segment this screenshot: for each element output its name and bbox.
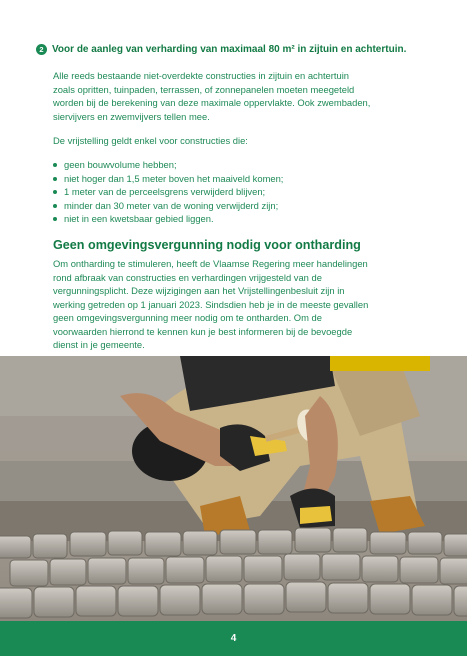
paragraph-line: worden bij de berekening van deze maximale oppervlakte. Ook zwembaden, (53, 97, 371, 108)
paragraph-line: rond afbraak van constructies en verhardingen vrijgesteld van de (53, 271, 322, 283)
list-item (53, 212, 433, 226)
worker-laying-cobblestones-photo (0, 356, 467, 621)
page-number: 4 (230, 633, 237, 644)
bullet-icon (53, 177, 57, 181)
conditions-list (53, 158, 433, 226)
number-badge: 2 (36, 44, 47, 55)
list-item-text: 1 meter van de perceelsgrens verwijderd blijven; (64, 186, 266, 197)
paragraph-line: geen omgevingsvergunning meer nodig om te ontharden. Om de (53, 312, 322, 323)
page-footer (0, 621, 467, 656)
paragraph-line: Alle reeds bestaande niet-overdekte constructies in zijtuin en achtertuin (53, 70, 350, 81)
paragraph-line: vergunningsplicht. Deze wijzigingen aan het Vrijstellingenbesluit zijn in (53, 285, 345, 296)
paragraph-line: zoals opritten, tuinpaden, terrassen, of zonnepanelen moeten meegeteld (53, 83, 355, 95)
paragraph-existing-constructions (53, 69, 433, 123)
list-item-text: geen bouwvolume hebben; (64, 159, 177, 170)
bullet-icon (53, 217, 57, 221)
list-item-text: minder dan 30 meter van de woning verwijderd zijn; (64, 199, 279, 211)
paragraph-unhardening (53, 257, 425, 352)
item-heading-text: Voor de aanleg van verharding van maximaal 80 m² in zijtuin en achtertuin. (52, 44, 407, 55)
list-item (53, 158, 433, 172)
paragraph-line: siervijvers en zwemvijvers tellen mee. (53, 110, 210, 122)
list-item-text: niet hoger dan 1,5 meter boven het maaiveld komen; (64, 172, 284, 184)
list-item (53, 185, 433, 199)
bullet-icon (53, 204, 57, 208)
list-item (53, 199, 433, 213)
item-heading (36, 43, 446, 56)
list-item (53, 172, 433, 186)
list-item-text: niet in een kwetsbaar gebied liggen. (64, 213, 214, 224)
paragraph-line: Om ontharding te stimuleren, heeft de Vlaamse Regering meer handelingen (53, 258, 368, 269)
bullet-icon (53, 190, 57, 194)
paragraph-line: werking getreden op 1 januari 2023. Sindsdien heb je in de meeste gevallen (53, 298, 369, 310)
section-title: Geen omgevingsvergunning nodig voor ontharding (53, 238, 361, 252)
bullet-icon (53, 163, 57, 167)
paragraph-line: dienst in je gemeente. (53, 339, 145, 350)
paragraph-line: voorwaarden hierrond te kennen kun je best informeren bij de bevoegde (53, 325, 353, 337)
paragraph-exemption-intro: De vrijstelling geldt enkel voor constructies die: (53, 135, 248, 146)
